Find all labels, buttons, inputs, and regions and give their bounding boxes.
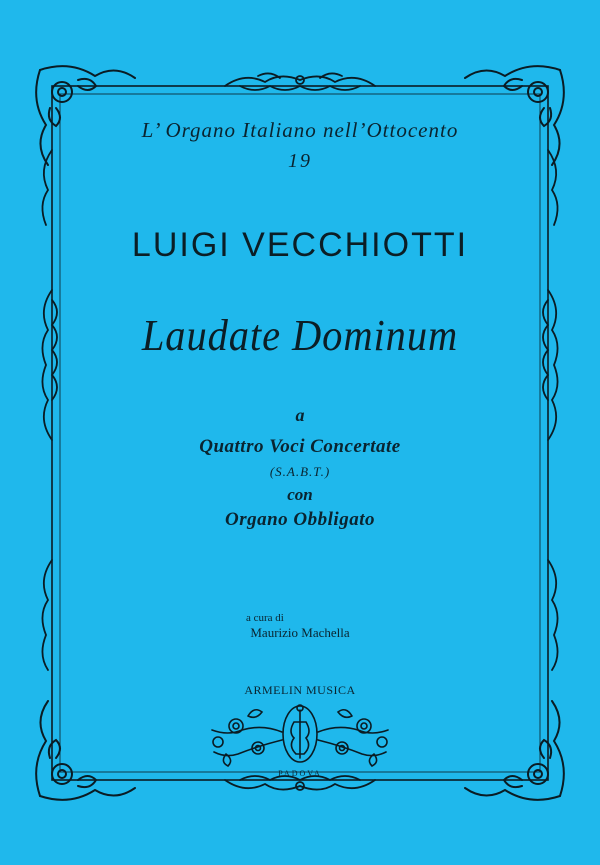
series-title: L’ Organo Italiano nell’Ottocento	[141, 118, 459, 142]
publisher-city: PADOVA	[278, 769, 322, 778]
composer-name: LUIGI VECCHIOTTI	[131, 226, 469, 264]
scoring-line-2: Quattro Voci Concertate	[199, 436, 401, 457]
editor-name: Maurizio Machella	[250, 625, 350, 640]
double-bass-emblem-icon	[196, 692, 404, 772]
publisher-name: ARMELIN MUSICA	[244, 683, 356, 697]
bottom-center-flourish-icon	[225, 776, 375, 790]
scoring-line-3: (S.A.B.T.)	[269, 464, 331, 479]
series-number: 19	[288, 150, 312, 172]
scoring-line-5: Organo Obbligato	[225, 509, 375, 530]
work-title: Laudate Dominum	[141, 311, 459, 360]
scoring-line-4: con	[287, 485, 313, 504]
scoring-line-1: a	[295, 405, 305, 425]
corner-bottom-right-flourish-icon	[465, 701, 564, 800]
editor-label: a cura di	[246, 612, 284, 624]
corner-bottom-left-flourish-icon	[36, 701, 135, 800]
top-center-flourish-icon	[225, 73, 375, 90]
